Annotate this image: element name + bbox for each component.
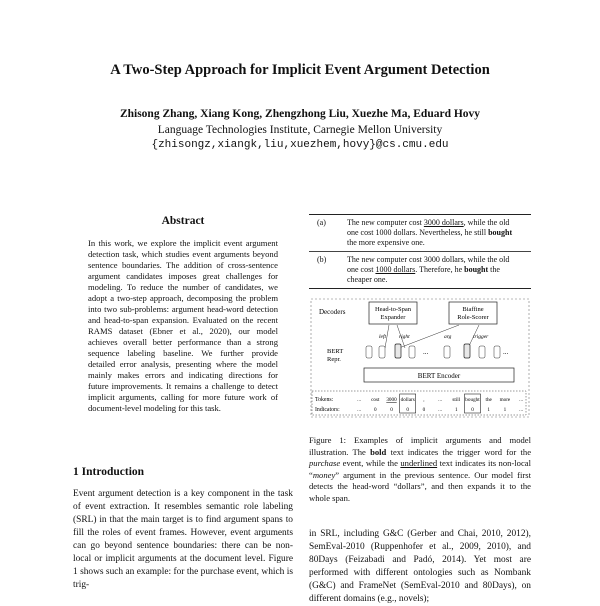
right-column-body: in SRL, including G&C (Gerber and Chai, 2010, 2012), SemEval-2010 (Ruppenhofer et al., 2009, 2010), and 80Days (Feizabadi and Padó, 2014). Yet most are performed with different ontologies such as Nombank (G&C) and FrameNet (SemEval-2010 and 80Days), on different domains (e.g., novels); [309,529,531,604]
paper-title: A Two-Step Approach for Implicit Event Argument Detection [110,62,490,78]
bert-encoder-label: BERT Encoder [417,372,461,380]
indicator-cell: 0 [390,407,393,413]
indicators-label: Indicators: [315,407,340,413]
example-b-text-part: the cheaper one. [347,265,500,284]
caption-text: ” argument in the previous sentence. Our model first detects the head-word “dollars”, and then expands it to the whole span. [309,469,531,503]
decoders-label: Decoders [319,308,346,316]
abstract-body: In this work, we explore the implicit event argument detection task, which studies event arguments beyond sentence boundaries. The addition of cross-sentence argument candidates imposes great challenges for modeling. To reduce the number of candidates, we adopt a two-step approach, decomposing the problem into two sub-problems: argument head-word detection and head-to-span expansion. Evaluated on the recent RAMS dataset (Ebner et al., 2020), our model achieves overall better performance than a strong sequence labeling baseline. We further provide detailed error analysis, presenting where the model mainly makes errors and indicating directions for future improvements. It remains a challenge to detect implicit arguments, calling for more future work of document-level modeling for this task. [88,238,278,413]
indicator-cell: 0 [406,407,409,413]
left-arrow-label: left [379,334,387,340]
token-cell: the [485,397,492,403]
author-emails: {zhisongz,xiangk,liu,xuezhem,hovy}@cs.cmu.edu [151,139,449,151]
example-b-text-part: . Therefore, he [415,265,465,274]
indicator-cell: 1 [455,407,458,413]
example-b-label: (b) [317,255,327,264]
token-cell: ... [438,397,443,403]
example-b-argument: 1000 dollars [375,265,416,274]
indicator-cell: ... [519,407,524,413]
example-b [309,251,531,288]
example-b-text-part: The new computer cost 3000 dollars, while the old one cost [347,255,510,274]
bert-repr-label-line1: BERT [327,348,344,355]
example-a-argument: 3000 dollars [423,218,464,227]
token-cell: more [499,397,511,403]
indicator-cell: 0 [422,407,426,413]
indicator-cell: 0 [471,407,474,413]
indicator-cell: 1 [503,407,507,413]
head-to-span-line2: Expander [380,314,406,321]
affiliation: Language Technologies Institute, Carnegie Mellon University [157,124,443,136]
indicator-cell: ... [438,407,443,413]
example-a-text-part: the more expensive one. [347,238,425,247]
caption-text: text indicates its non-local “ [309,458,531,480]
token-cell: 3000 [386,397,397,403]
token-cell: , [423,397,425,403]
example-a-label: (a) [317,218,326,227]
indicator-cell: 1 [487,407,490,413]
token-cell: ... [357,397,362,403]
head-to-span-line1: Head-to-Span [374,306,412,313]
token-cell: ... [519,397,524,403]
caption-text: event, while the [340,458,401,468]
example-a-text [347,218,531,248]
tokens-label: Tokens: [315,397,334,403]
example-b-text [347,255,531,285]
caption-bold-word: bold [370,446,387,457]
caption-italic-word: money [312,469,336,480]
author-list: Zhisong Zhang, Xiang Kong, Zhengzhong Liu, Xuezhe Ma, Eduard Hovy [119,108,481,120]
bert-repr-vectors [366,344,500,358]
token-cell: dollars [400,397,415,403]
trigger-arrow-label: trigger [473,334,489,340]
model-diagram [309,298,531,430]
biaffine-line2: Role-Scorer [457,314,489,321]
input-table [312,391,526,415]
repr-ellipsis-1: ... [423,348,429,356]
caption-text: Figure 1: Examples of implicit arguments and model illustration. The [309,435,531,457]
example-a-text-part: , while the old one cost 1000 dollars. Nevertheless, he still [347,218,510,237]
example-a [309,215,531,251]
bert-repr-label-line2: Repr. [327,356,341,363]
arg-arrow-label: arg [444,334,452,340]
token-cell: bought [465,397,480,403]
example-a-text-part: The new computer cost [347,218,424,227]
abstract-heading: Abstract [161,215,205,227]
caption-underlined-word: underlined [400,458,438,468]
token-cell: cost [371,397,380,403]
example-table [309,214,531,289]
caption-text: text indicates the trigger word for the [386,446,532,457]
introduction-heading: 1 Introduction [73,466,145,478]
example-a-trigger: bought [488,228,513,237]
indicator-cell: ... [357,407,362,413]
repr-ellipsis-2: ... [503,348,509,356]
figure-caption [309,435,531,504]
biaffine-line1: Biaffine [462,306,484,313]
caption-italic-word: purchase [309,458,341,468]
indicator-row [357,407,523,413]
indicator-cell: 0 [374,407,377,413]
token-cell: still [452,397,461,403]
right-arrow-label: right [399,334,410,340]
example-b-trigger: bought [464,265,489,274]
introduction-body: Event argument detection is a key component in the task of event extraction. It resembles semantic role labeling (SRL) in that the main target is to find argument spans to fill the roles of event frames. However, event arguments can go beyond sentence boundaries: there can be non-local or implicit arguments at the document level. Figure 1 shows such an example: for the purchase event, which is trig- [73,489,293,590]
